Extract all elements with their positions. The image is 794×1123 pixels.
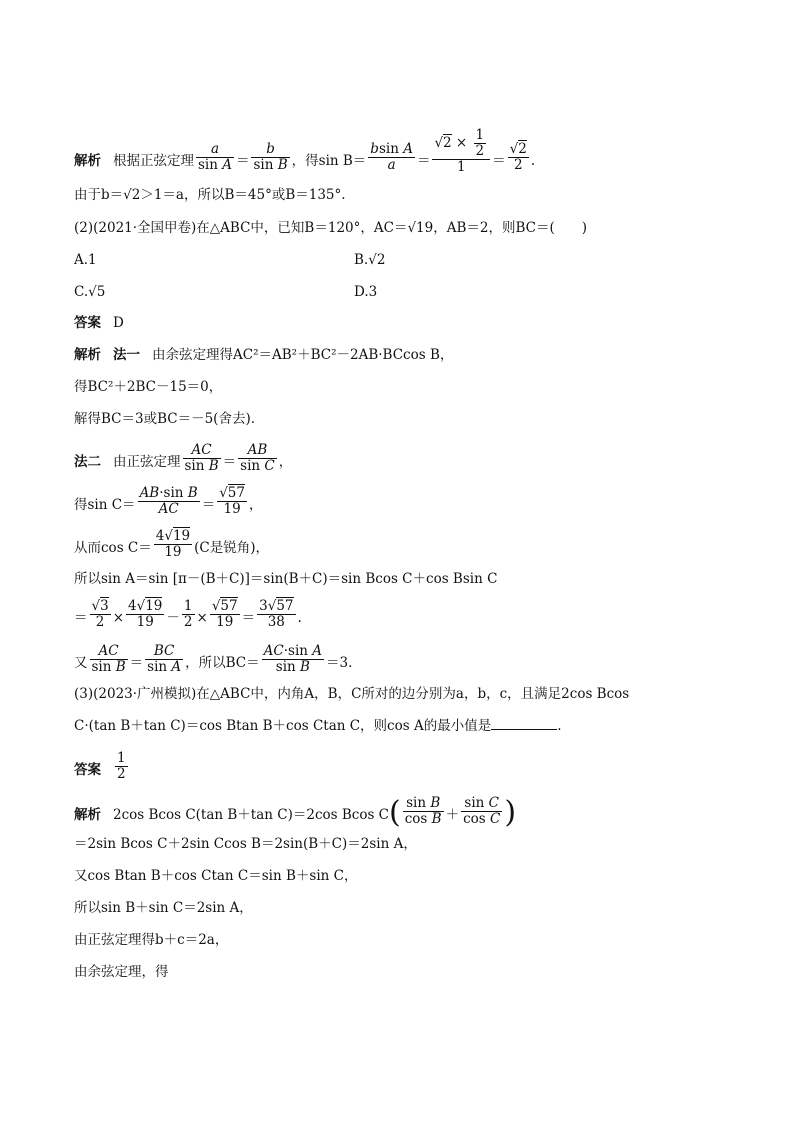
fraction: $\frac{4√19}{19}$ xyxy=(155,528,191,560)
fraction: $\frac{√2}{2}$ xyxy=(509,141,527,173)
answer-value: D xyxy=(113,315,124,331)
option-a xyxy=(74,252,97,268)
text: ，所以BC＝ xyxy=(185,655,260,671)
text: 由正弦定理得b＋c＝2a， xyxy=(74,932,229,948)
solution-method-2: 法二 由正弦定理 $\frac{AC}{\text{sin B}}$ ＝ $\frac{AB}{\text{sin C}}$ ， xyxy=(74,442,293,474)
text: 又 xyxy=(74,655,88,671)
fraction: $\frac{4√19}{19}$ xyxy=(128,598,163,630)
text: A.1 xyxy=(74,252,97,268)
fraction: $\frac{b}{\text{sin B}}$ xyxy=(253,141,288,173)
question-3-line-1 xyxy=(74,686,629,702)
text: (3)(2023·广州模拟)在△ABC中，内角A，B，C所对的边分别为a，b，c，且满足2cos Bcos xyxy=(74,686,630,702)
label-jiexi: 解析 xyxy=(74,807,101,823)
solution-3-line-2 xyxy=(74,836,417,852)
option-d xyxy=(354,284,377,300)
line-sin-a-value: ＝ $\frac{√3}{2}$ × $\frac{4√19}{19}$ － $\frac{1}{2}$ × $\frac{√57}{19}$ ＝ $\frac{3√57}{38}$ . xyxy=(74,598,302,630)
text: ，得sin B＝ xyxy=(291,153,367,169)
text: 根据正弦定理 xyxy=(113,153,194,169)
text: D.3 xyxy=(354,284,378,300)
label-daan: 答案 xyxy=(74,315,101,331)
text: 由余弦定理，得 xyxy=(74,964,169,980)
text: ＝2sin Bcos C＋2sin Ccos B＝2sin(B＋C)＝2sin A， xyxy=(74,836,417,852)
fraction: $\frac{3√57}{38}$ xyxy=(259,598,294,630)
text: . xyxy=(557,718,562,734)
line-sin-c: 得sin C＝ $\frac{\text{AB·sin B}}{AC}$ ＝ $\frac{√57}{19}$ ， xyxy=(74,485,263,517)
solution-3-line-4 xyxy=(74,900,253,916)
answer-2 xyxy=(74,315,124,331)
equation-quadratic xyxy=(74,379,222,395)
fraction: $\frac{1}{2}$ xyxy=(183,598,193,630)
fraction: √2 × $\frac{1}{2}$ 1 xyxy=(432,128,490,175)
answer-blank xyxy=(491,729,557,730)
fraction: $\frac{AC}{\text{sin B}}$ xyxy=(184,442,219,474)
denominator: 2 xyxy=(117,766,126,782)
fraction: $\frac{\text{sin C}}{\text{cos C}}$ xyxy=(463,795,501,827)
text: (C是锐角)， xyxy=(194,540,270,556)
text: 从而cos C＝ xyxy=(74,540,152,556)
text: 2cos Bcos C(tan B＋tan C)＝2cos Bcos C xyxy=(113,807,390,823)
text: 得BC²＋2BC－15＝0， xyxy=(74,379,223,395)
fraction: $\frac{\text{sin B}}{\text{cos B}}$ xyxy=(404,795,442,827)
text: 解得BC＝3或BC＝－5(舍去). xyxy=(74,411,256,427)
solution-3-line-6 xyxy=(74,964,169,980)
question-2 xyxy=(74,220,587,236)
text: 所以sin A＝sin [π－(B＋C)]＝sin(B＋C)＝sin Bcos C＋cos Bsin C xyxy=(74,571,498,587)
text: C·(tan B＋tan C)＝cos Btan B＋cos Ctan C，则cos A的最小值是 xyxy=(74,718,492,734)
line-sin-a xyxy=(74,571,497,587)
fraction xyxy=(115,751,128,782)
text: ＝3. xyxy=(326,655,353,671)
text: B.√2 xyxy=(354,252,386,268)
option-c xyxy=(74,284,105,300)
equation-solution xyxy=(74,411,255,427)
solution-method-1 xyxy=(74,347,453,363)
fraction: $\frac{\text{bsin A}}{a}$ xyxy=(370,141,413,173)
label-jiexi: 解析 xyxy=(74,347,101,363)
line-sine-rule: 解析 根据正弦定理 $\frac{a}{\text{sin A}}$ ＝ $\frac{b}{\text{sin B}}$ ，得sin B＝ $\frac{\text{bsin A}}{a}$ ＝ √2 × $\frac{1}{2}$ 1 ＝ $\frac{√2}{2}$ . xyxy=(74,127,536,175)
line-b-gt-a xyxy=(74,187,346,203)
text: C.√5 xyxy=(74,284,106,300)
label-jiexi: 解析 xyxy=(74,153,101,169)
fraction: $\frac{√3}{2}$ xyxy=(91,598,109,630)
label-daan: 答案 xyxy=(74,762,101,778)
option-b xyxy=(354,252,385,268)
text: 所以sin B＋sin C＝2sin A， xyxy=(74,900,253,916)
solution-3-line-5 xyxy=(74,932,228,948)
question-3-line-2 xyxy=(74,718,562,734)
text: 又cos Btan B＋cos Ctan C＝sin B＋sin C， xyxy=(74,868,358,884)
line-cos-c xyxy=(74,528,270,564)
fraction: $\frac{AB}{\text{sin C}}$ xyxy=(240,442,275,474)
fraction: $\frac{\text{AC·sin A}}{\text{sin B}}$ xyxy=(263,643,323,675)
label-fa2: 法二 xyxy=(74,454,101,470)
numerator: 1 xyxy=(117,750,126,766)
fraction: $\frac{BC}{\text{sin A}}$ xyxy=(147,643,182,675)
fraction: $\frac{\text{AB·sin B}}{AC}$ xyxy=(139,485,198,517)
line-bc-result: 又 $\frac{AC}{\text{sin B}}$ ＝ $\frac{BC}{\text{sin A}}$ ，所以BC＝ $\frac{\text{AC·sin A}}{\text{sin B}}$ ＝3. xyxy=(74,643,353,675)
solution-3-line-3 xyxy=(74,868,357,884)
text: (2)(2021·全国甲卷)在△ABC中，已知B＝120°，AC＝√19，AB＝2，则BC＝( ) xyxy=(74,220,588,236)
fraction: $\frac{√57}{19}$ xyxy=(211,598,238,630)
text: 得sin C＝ xyxy=(74,497,136,513)
label-fa1: 法一 xyxy=(113,347,140,363)
fraction: $\frac{√57}{19}$ xyxy=(219,485,245,517)
fraction: $\frac{AC}{\text{sin B}}$ xyxy=(91,643,126,675)
text: 由余弦定理得AC²＝AB²＋BC²－2AB·BCcos B， xyxy=(152,347,454,363)
answer-3 xyxy=(74,750,130,786)
text: 由于b＝√2＞1＝a，所以B＝45°或B＝135°. xyxy=(74,187,346,203)
text: 由正弦定理 xyxy=(113,454,181,470)
solution-3-line-1: 解析 2cos Bcos C(tan B＋tan C)＝2cos Bcos C( $\frac{\text{sin B}}{\text{cos B}}$ ＋ $\frac{\text{sin C}}{\text{cos C}}$ ) xyxy=(74,794,517,830)
fraction: $\frac{a}{\text{sin A}}$ xyxy=(198,141,232,173)
